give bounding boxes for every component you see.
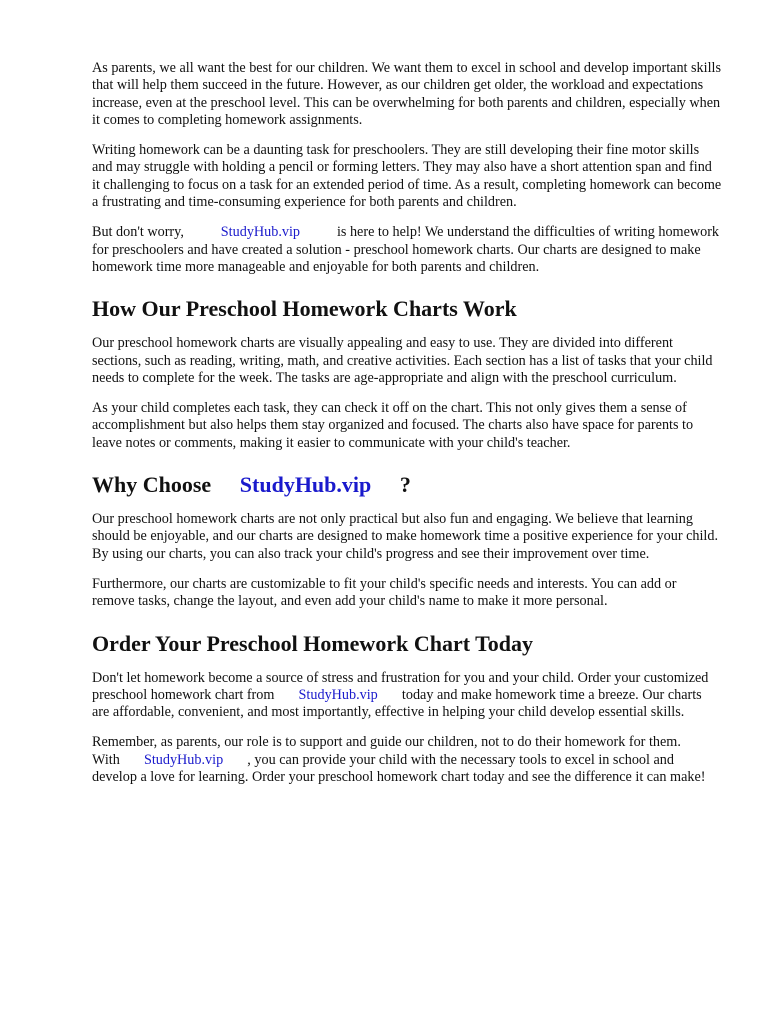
order-p2-text-after: , you can provide your child with the necessary tools to excel in school and develop a love for learning. Order your preschool homework chart today and see the difference it can make! bbox=[92, 751, 706, 786]
intro-p3-text-after: is here to help! We understand the difficulties of writing homework for preschoolers and have created a solution - preschool homework charts. Our charts are designed to make homework time more manageable and enjoyable for both parents and children. bbox=[92, 224, 720, 275]
intro-paragraph-2: Writing homework can be a daunting task for preschoolers. They are still developing their fine motor skills and may struggle with holding a pencil or forming letters. They may also have a short attention span and find it challenging to focus on a task for an extended period of time. As a result, completing homework can become a frustrating and time-consuming experience for both parents and children. bbox=[92, 142, 722, 211]
order-paragraph-1 bbox=[92, 670, 722, 722]
studyhub-link[interactable]: StudyHub.vip bbox=[298, 686, 378, 703]
why-choose-heading-after: ? bbox=[399, 472, 411, 498]
order-p1-text-before: Don't let homework become a source of stress and frustration for you and your child. Order your customized preschool homework chart from bbox=[92, 669, 709, 703]
order-heading: Order Your Preschool Homework Chart Today bbox=[92, 630, 534, 656]
why-choose-paragraph-1: Our preschool homework charts are not only practical but also fun and engaging. We believe that learning should be enjoyable, and our charts are designed to make homework time a positive experience for your child. By using our charts, you can also track your child's progress and see their improvement over time. bbox=[92, 511, 719, 562]
how-it-works-heading: How Our Preschool Homework Charts Work bbox=[92, 296, 517, 322]
how-it-works-paragraph-1: Our preschool homework charts are visually appealing and easy to use. They are divided into different sections, such as reading, writing, math, and creative activities. Each section has a list of tasks that your child needs to complete for the week. The tasks are age-appropriate and align with the preschool curriculum. bbox=[92, 335, 713, 386]
document-page bbox=[92, 60, 722, 799]
intro-paragraph-3 bbox=[92, 224, 722, 276]
studyhub-link[interactable]: StudyHub.vip bbox=[143, 751, 224, 768]
order-p2-text-before: Remember, as parents, our role is to support and guide our children, not to do their homework for them. With bbox=[92, 734, 681, 768]
order-p1-text-after: today and make homework time a breeze. Our charts are affordable, convenient, and most importantly, effective in helping your child develop essential skills. bbox=[92, 686, 702, 721]
intro-p3-text-before: But don't worry, bbox=[92, 224, 184, 241]
studyhub-heading-link[interactable]: StudyHub.vip bbox=[239, 472, 372, 498]
why-choose-paragraph-2: Furthermore, our charts are customizable to fit your child's specific needs and interests. You can add or remove tasks, change the layout, and even add your child's name to make it more personal. bbox=[92, 575, 677, 610]
how-it-works-paragraph-2: As your child completes each task, they can check it off on the chart. This not only gives them a sense of accomplishment but also helps them stay organized and focused. The charts also have space for parents to leave notes or comments, making it easier to communicate with your child's teacher. bbox=[92, 400, 694, 451]
order-paragraph-2 bbox=[92, 734, 722, 786]
intro-paragraph-1: As parents, we all want the best for our children. We want them to excel in school and develop important skills that will help them succeed in the future. However, as our children get older, the workload and expectations increase, even at the preschool level. This can be overwhelming for both parents and children, especially when it comes to completing homework assignments. bbox=[92, 60, 721, 128]
studyhub-link[interactable]: StudyHub.vip bbox=[220, 224, 301, 241]
why-choose-heading bbox=[92, 472, 722, 498]
why-choose-heading-before: Why Choose bbox=[92, 472, 212, 498]
